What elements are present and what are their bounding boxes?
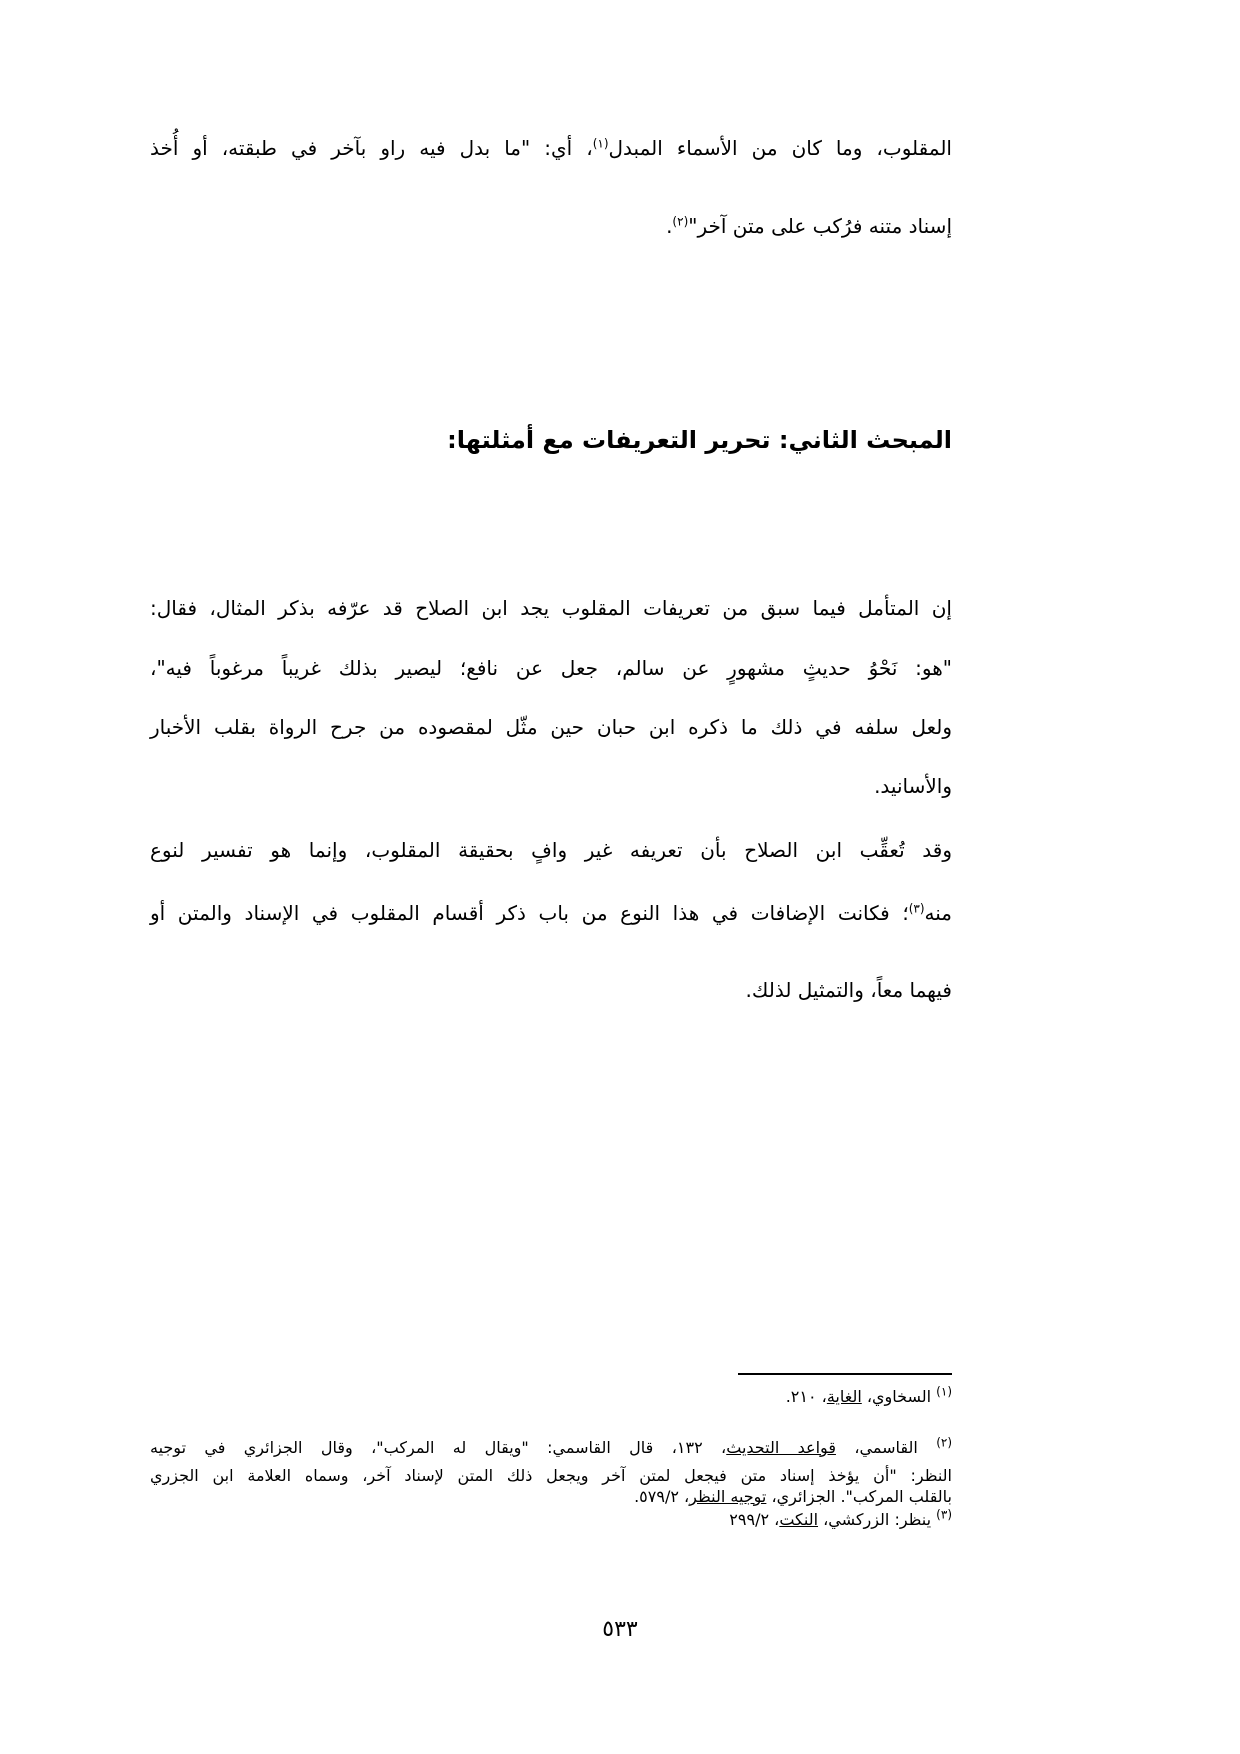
text-segment: إسناد متنه فرُكب على متن آخر"	[688, 214, 952, 238]
footnote-ref-3[interactable]: (٣)	[908, 901, 925, 916]
text-segment: ، ٥٧٩/٢.	[634, 1487, 690, 1506]
text-segment: ينظر: الزركشي،	[818, 1510, 937, 1529]
text-segment: بالقلب المركب". الجزائري،	[766, 1487, 952, 1506]
footnote-2-number: (٢)	[936, 1435, 953, 1450]
paragraph-2-line-2: "هو: نَحْوُ حديثٍ مشهورٍ عن سالم، جعل عن نافع؛ ليصير بذلك غريباً مرغوباً فيه"،	[150, 656, 952, 680]
paragraph-1-line-2	[150, 213, 952, 239]
footnote-3	[150, 1507, 952, 1530]
text-segment: ، ٢١٠.	[785, 1387, 827, 1406]
text-segment: ، ١٣٢، قال القاسمي: "ويقال له المركب"، وقال الجزائري في توجيه	[150, 1438, 727, 1457]
text-segment: السخاوي،	[861, 1387, 937, 1406]
footnote-2-line-3	[150, 1487, 952, 1507]
page-number: ٥٣٣	[602, 1617, 638, 1642]
text-segment: منه	[924, 901, 952, 925]
footnote-2-title: قواعد التحديث	[726, 1438, 836, 1457]
footnote-3-number: (٣)	[936, 1507, 952, 1522]
footnote-separator	[738, 1373, 952, 1375]
text-segment: .	[666, 214, 673, 238]
text-segment: ، ٢٩٩/٢	[729, 1510, 780, 1529]
footnote-ref-1[interactable]: (١)	[592, 136, 609, 151]
paragraph-3-line-3: فيهما معاً، والتمثيل لذلك.	[745, 978, 952, 1002]
footnote-1-title: الغاية	[826, 1387, 862, 1406]
section-heading: المبحث الثاني: تحرير التعريفات مع أمثلتها:	[447, 426, 952, 454]
text-segment: المقلوب، وما كان من الأسماء المبدل	[608, 136, 952, 160]
footnote-2-line-1	[150, 1435, 953, 1458]
footnote-1	[150, 1384, 952, 1407]
paragraph-3-line-2	[150, 900, 952, 926]
footnote-ref-2[interactable]: (٢)	[672, 214, 689, 229]
paragraph-3-line-1: وقد تُعقِّب ابن الصلاح بأن تعريفه غير وافٍ بحقيقة المقلوب، وإنما هو تفسير لنوع	[150, 838, 952, 862]
text-segment: ، أي: "ما بدل فيه راو بآخر في طبقته، أو أُخذ	[150, 136, 593, 160]
footnote-1-number: (١)	[936, 1384, 952, 1399]
paragraph-1-line-1	[150, 135, 952, 161]
paragraph-2-line-3: ولعل سلفه في ذلك ما ذكره ابن حبان حين مثّل لمقصوده من جرح الرواة بقلب الأخبار	[150, 715, 952, 739]
text-segment: القاسمي،	[835, 1438, 937, 1457]
footnote-2-source-title: توجيه النظر	[689, 1487, 767, 1506]
paragraph-2-line-4: والأسانيد.	[874, 774, 952, 798]
footnote-2-line-2: النظر: "أن يؤخذ إسناد متن فيجعل لمتن آخر ويجعل ذلك المتن لإسناد آخر، وسماه العلامة ابن الجزري	[150, 1466, 952, 1485]
text-segment: ؛ فكانت الإضافات في هذا النوع من باب ذكر أقسام المقلوب في الإسناد والمتن أو	[150, 901, 909, 925]
footnote-3-title: النكت	[779, 1510, 819, 1529]
paragraph-2-line-1: إن المتأمل فيما سبق من تعريفات المقلوب يجد ابن الصلاح قد عرّفه بذكر المثال، فقال:	[150, 596, 952, 620]
